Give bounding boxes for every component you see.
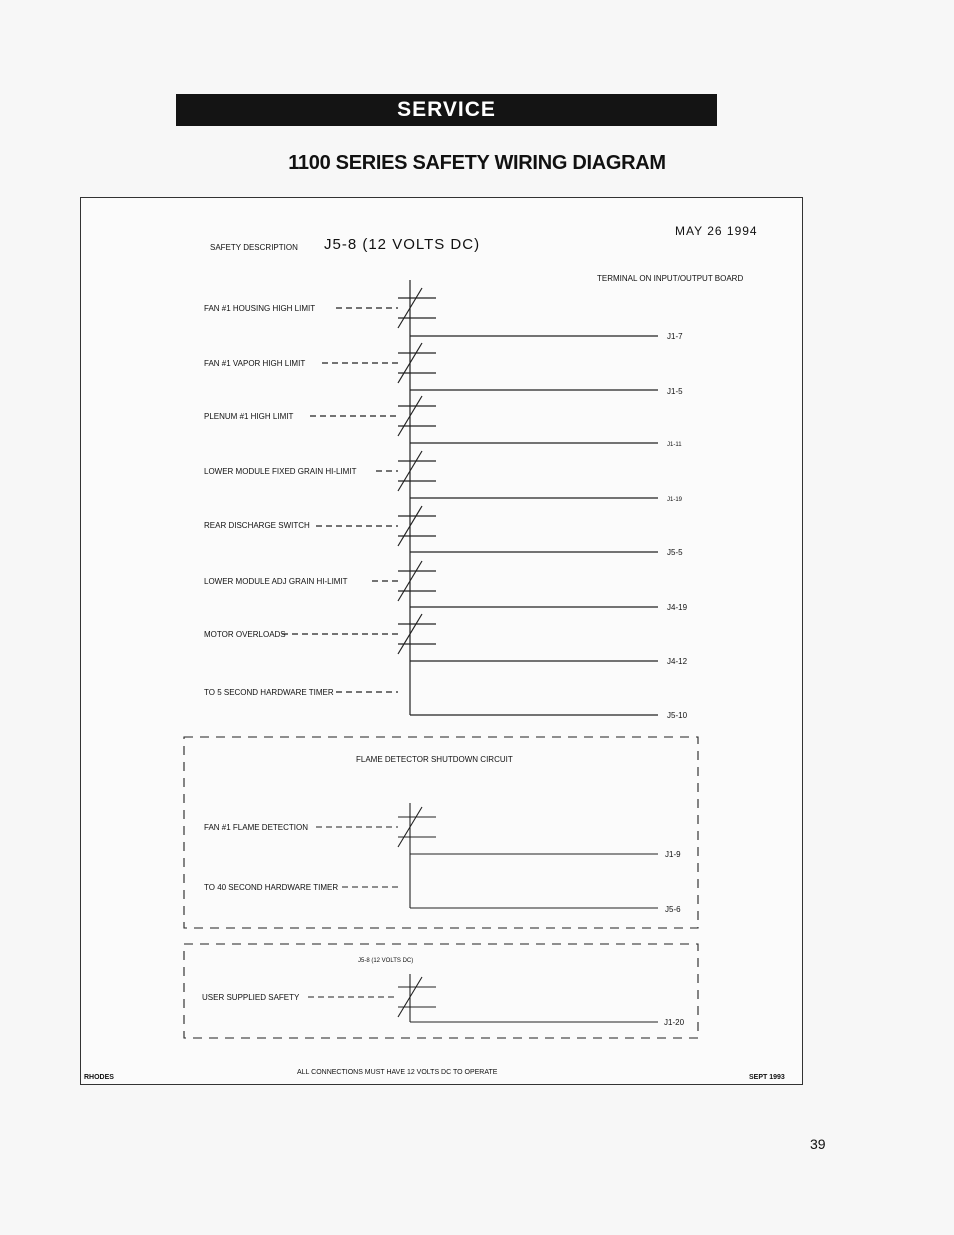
- switch-4: [376, 451, 658, 498]
- page-number: 39: [810, 1136, 826, 1152]
- flame-label: TO 40 SECOND HARDWARE TIMER: [204, 883, 339, 892]
- footer-right: SEPT 1993: [749, 1074, 785, 1081]
- switch-2: [322, 343, 658, 390]
- safety-label: MOTOR OVERLOADS: [204, 630, 286, 639]
- switch-1: [336, 288, 658, 336]
- safety-label: FAN #1 HOUSING HIGH LIMIT: [204, 304, 316, 313]
- footer-left: RHODES: [84, 1074, 114, 1081]
- safety-label: LOWER MODULE FIXED GRAIN HI-LIMIT: [204, 467, 357, 476]
- diagram-date: MAY 26 1994: [675, 224, 758, 238]
- safety-description-heading: SAFETY DESCRIPTION: [210, 243, 298, 252]
- flame-circuit-title: FLAME DETECTOR SHUTDOWN CIRCUIT: [356, 755, 513, 764]
- timer-5s: [336, 692, 658, 715]
- terminal-label: J5-10: [667, 711, 688, 720]
- user-circuit-wiring: [184, 944, 698, 1038]
- safety-label: FAN #1 VAPOR HIGH LIMIT: [204, 359, 306, 368]
- main-safety-wiring: [282, 280, 658, 715]
- safety-label: REAR DISCHARGE SWITCH: [204, 521, 310, 530]
- user-circuit-box: [184, 944, 698, 1038]
- terminal-label: J1-20: [664, 1018, 685, 1027]
- switch-7: [282, 614, 658, 661]
- terminal-label: J1-11: [667, 442, 682, 448]
- user-circuit-supply: J5-8 (12 VOLTS DC): [358, 958, 414, 964]
- switch-5: [316, 506, 658, 552]
- safety-label: LOWER MODULE ADJ GRAIN HI-LIMIT: [204, 577, 348, 586]
- safety-label: PLENUM #1 HIGH LIMIT: [204, 412, 294, 421]
- terminal-label: J1-9: [665, 850, 681, 859]
- user-safety-label: USER SUPPLIED SAFETY: [202, 993, 300, 1002]
- terminal-label: J1-5: [667, 387, 683, 396]
- terminal-label: J1-7: [667, 332, 683, 341]
- terminal-label: J5-6: [665, 905, 681, 914]
- footer-note: ALL CONNECTIONS MUST HAVE 12 VOLTS DC TO OPERATE: [297, 1069, 498, 1076]
- section-banner: SERVICE: [176, 94, 717, 126]
- switch-6: [372, 561, 658, 607]
- page-title: 1100 SERIES SAFETY WIRING DIAGRAM: [288, 152, 666, 174]
- flame-label: FAN #1 FLAME DETECTION: [204, 823, 309, 832]
- terminal-heading: TERMINAL ON INPUT/OUTPUT BOARD: [597, 274, 744, 283]
- terminal-label: J5-5: [667, 548, 683, 557]
- switch-3: [310, 396, 658, 443]
- terminal-label: J4-12: [667, 657, 688, 666]
- supply-voltage-label: J5-8 (12 VOLTS DC): [324, 236, 481, 253]
- safety-label: TO 5 SECOND HARDWARE TIMER: [204, 688, 334, 697]
- terminal-label: J4-19: [667, 603, 688, 612]
- terminal-label: J1-19: [667, 497, 683, 503]
